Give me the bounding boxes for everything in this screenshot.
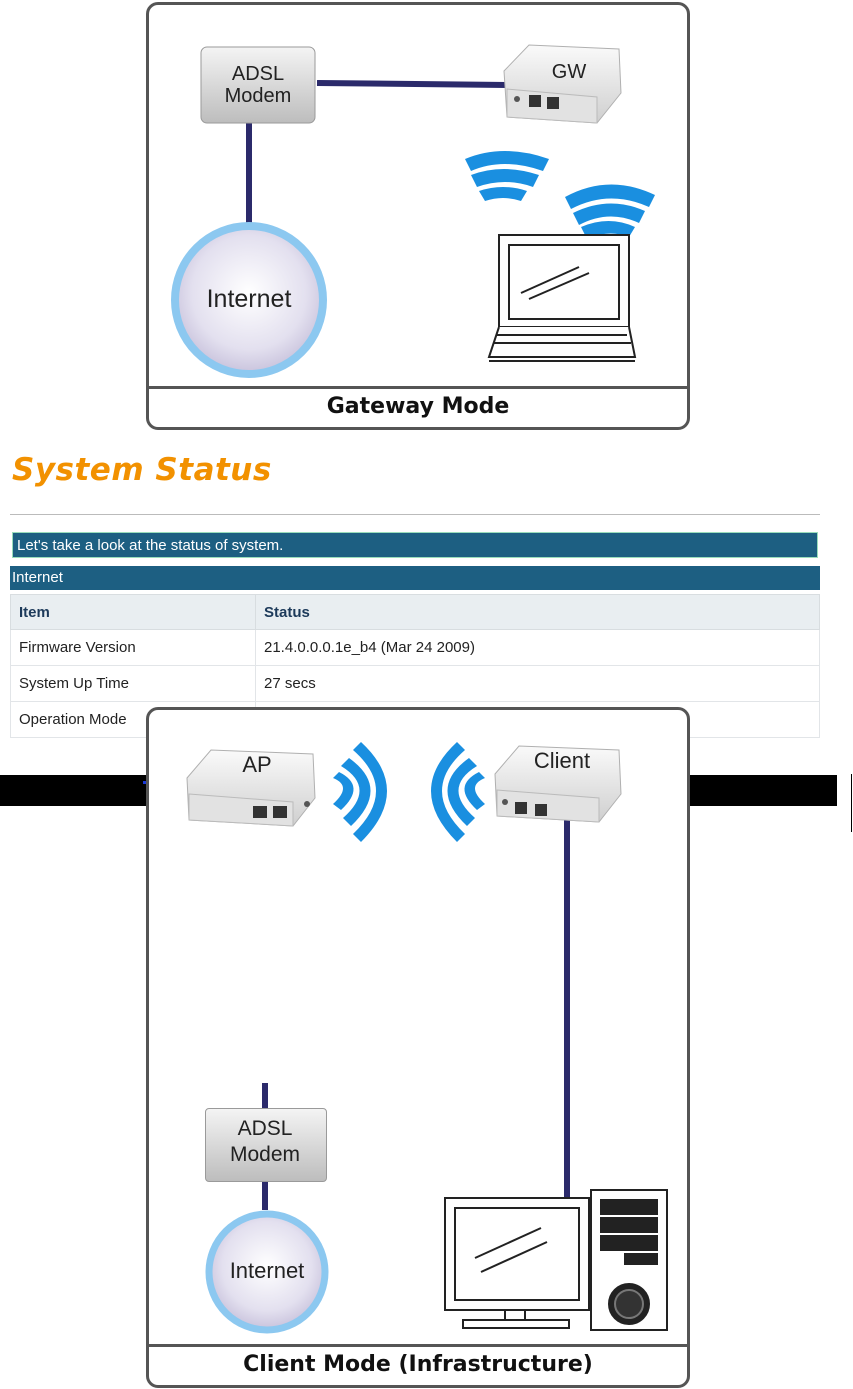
gateway-mode-caption: Gateway Mode [149,386,687,427]
client-mode-caption: Client Mode (Infrastructure) [149,1344,687,1385]
gateway-mode-diagram [146,2,690,430]
margin-line [851,774,852,832]
monitor-icon [445,1198,589,1328]
cable-ap-modem [262,1083,268,1108]
column-header-item: Item [11,595,256,630]
section-header-internet: Internet [10,566,820,590]
client-label: Client [533,748,591,773]
modem-label-line-1: ADSL [231,63,285,85]
row-status-cell: 21.4.0.0.0.1e_b4 (Mar 24 2009) [256,630,820,666]
intro-banner: Let's take a look at the status of system. [12,532,818,558]
cable-modem-gw [317,83,507,85]
table-row [11,666,820,702]
modem-label [205,1116,325,1168]
pc-tower-icon [591,1190,667,1330]
internet-label: Internet [206,285,292,313]
row-status-cell: 27 secs [256,666,820,702]
wifi-signal-icon [465,151,655,239]
row-item-cell: Operation Mode [11,702,256,738]
client-diagram-graphics [149,710,687,1350]
row-item-cell: Firmware Version [11,630,256,666]
modem-label [201,63,315,107]
table-header-row [11,595,820,630]
column-header-status: Status [256,595,820,630]
modem-label-line-2: Modem [229,1143,301,1166]
gw-device-icon [504,45,621,123]
modem-label-line-2: Modem [224,85,292,107]
table-row [11,630,820,666]
internet-label: Internet [229,1258,305,1283]
title-divider [10,514,820,515]
laptop-icon [489,235,635,361]
gw-label: GW [551,61,587,83]
client-mode-diagram [146,707,690,1388]
page-title: System Status [12,452,272,488]
modem-label-line-1: ADSL [237,1117,293,1140]
ap-label: AP [242,752,272,777]
row-item-cell: System Up Time [11,666,256,702]
wifi-signal-icon [333,742,485,842]
system-status-panel [10,448,826,744]
